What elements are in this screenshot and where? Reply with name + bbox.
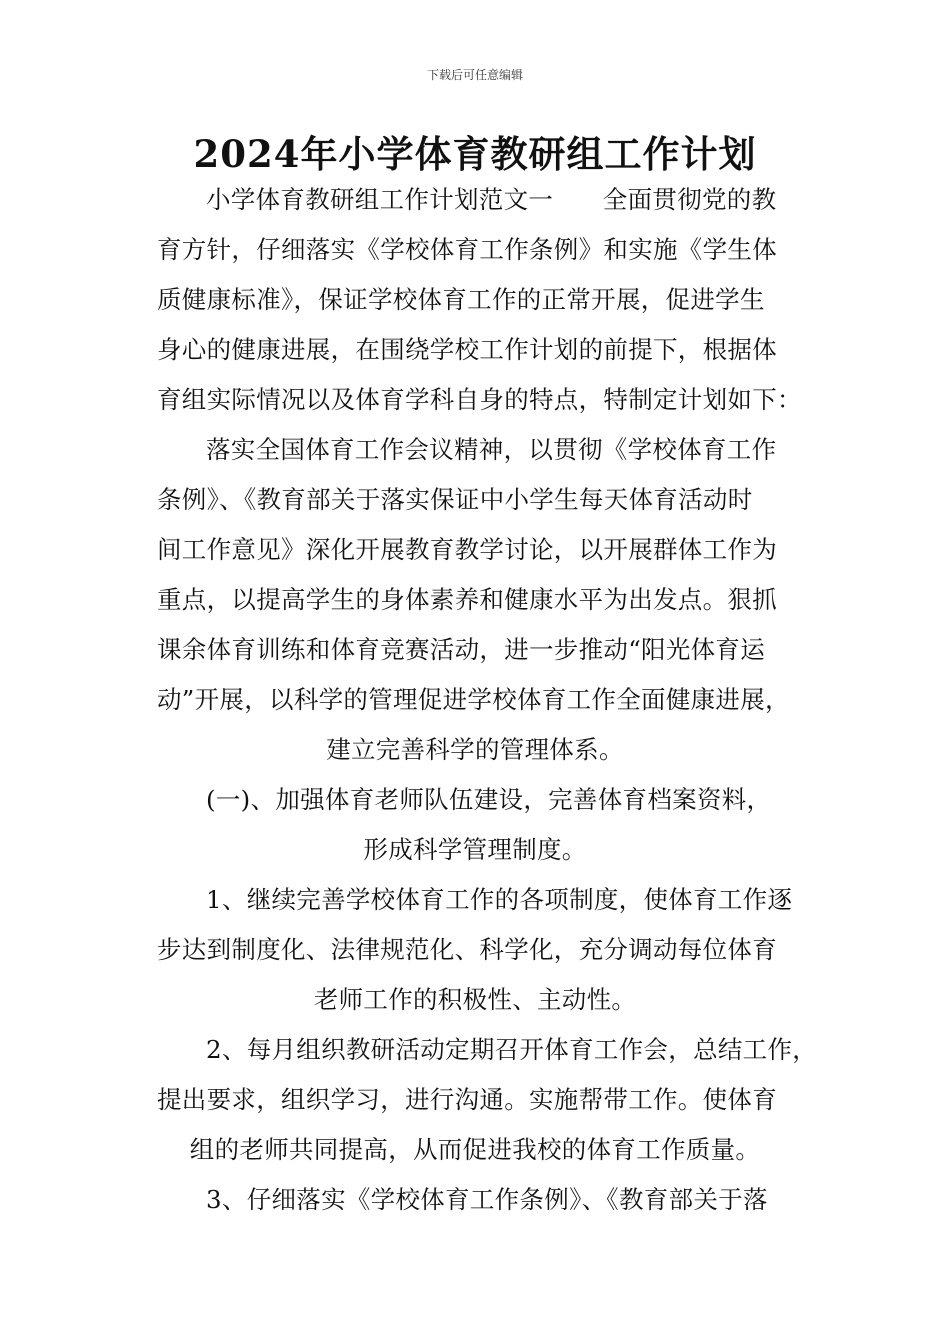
body-line: 条例》、《教育部关于落实保证中小学生每天体育活动时: [157, 485, 753, 514]
body-line: 质健康标准》，保证学校体育工作的正常开展，促进学生: [157, 285, 765, 314]
body-line: 提出要求，组织学习，进行沟通。实施帮带工作。使体育: [157, 1085, 777, 1114]
body-line: 重点，以提高学生的身体素养和健康水平为出发点。狠抓: [157, 585, 777, 614]
document-title: 2024年小学体育教研组工作计划: [193, 132, 757, 176]
body-line: 2、每月组织教研活动定期召开体育工作会，总结工作，: [206, 1035, 818, 1064]
body-line: 建立完善科学的管理体系。: [326, 735, 624, 764]
body-line: 动”开展，以科学的管理促进学校体育工作全面健康进展，: [157, 685, 790, 714]
body-line: 1、继续完善学校体育工作的各项制度，使体育工作逐: [206, 885, 793, 914]
section-heading: (一)、加强体育老师队伍建设，完善体育档案资料，: [206, 785, 772, 814]
body-line: 间工作意见》深化开展教育教学讨论，以开展群体工作为: [157, 535, 777, 564]
body-line: 步达到制度化、法律规范化、科学化，充分调动每位体育: [157, 935, 777, 964]
body-line: 老师工作的积极性、主动性。: [313, 985, 637, 1014]
body-line: 育组实际情况以及体育学科自身的特点，特制定计划如下：: [157, 385, 802, 414]
body-line: 课余体育训练和体育竞赛活动，进一步推动“阳光体育运: [157, 635, 766, 664]
body-line: 育方针，仔细落实《学校体育工作条例》和实施《学生体: [157, 235, 777, 264]
section-heading: 形成科学管理制度。: [363, 835, 587, 864]
body-line: 小学体育教研组工作计划范文一 全面贯彻党的教: [206, 185, 777, 214]
body-line: 组的老师共同提高，从而促进我校的体育工作质量。: [189, 1135, 761, 1164]
body-line: 落实全国体育工作会议精神，以贯彻《学校体育工作: [206, 435, 777, 464]
body-line: 身心的健康进展，在围绕学校工作计划的前提下，根据体: [157, 335, 777, 364]
body-line: 3、仔细落实《学校体育工作条例》、《教育部关于落: [206, 1185, 768, 1214]
header-note: 下载后可任意编辑: [426, 68, 523, 82]
